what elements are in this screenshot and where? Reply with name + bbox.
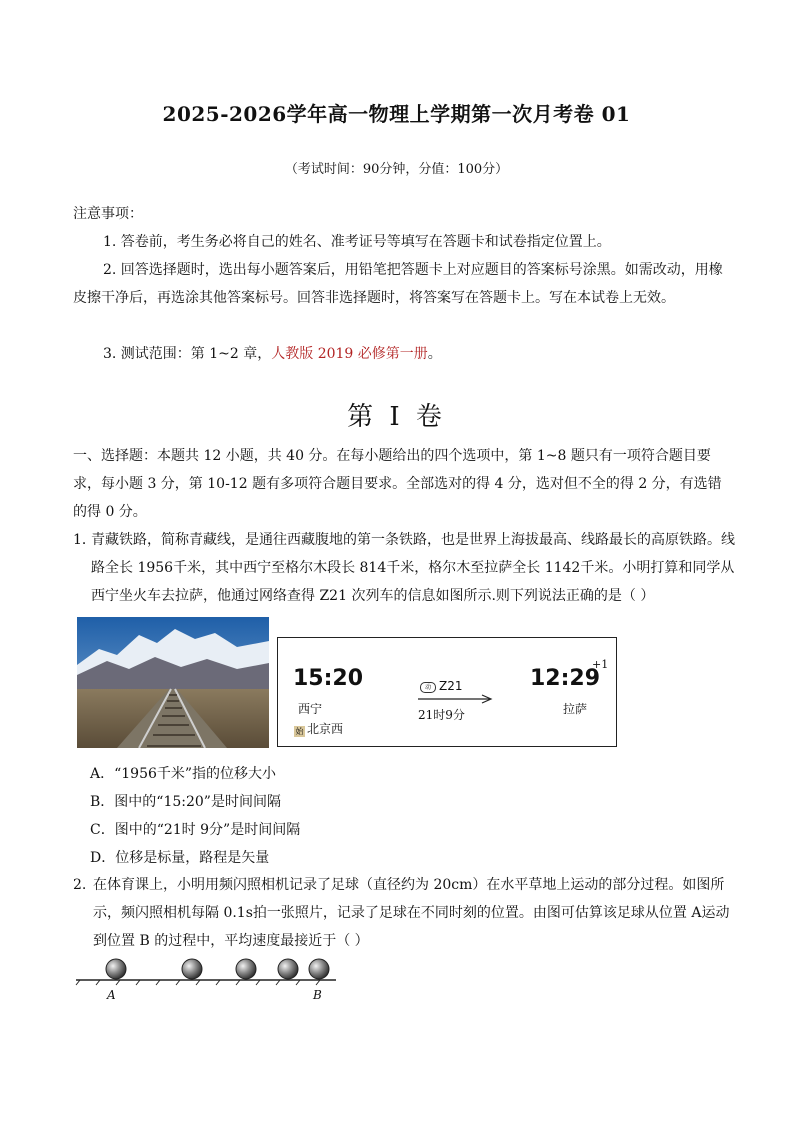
question-2-number: 2. — [73, 877, 87, 893]
arrive-station: 拉萨 — [563, 702, 588, 716]
exam-title: 2025-2026学年高一物理上学期第一次月考卷 01 — [162, 102, 631, 126]
option-b: B．图中的“15:20”是时间间隔 — [90, 794, 281, 810]
origin-station-name: 北京西 — [307, 722, 344, 736]
notice-item-3-prefix: 3. 测试范围：第 1~2 章， — [103, 346, 272, 362]
section-intro: 一、选择题：本题共 12 小题，共 40 分。在每小题给出的四个选项中，第 1~8 题只有一项符合题目要求，每小题 3 分，第 10-12 题有多项符合题目要求。全部选对的得 4 分，选对但不全的得 2 分，有选错的得 0 分。 — [73, 448, 722, 520]
strobe-ball-diagram — [74, 954, 344, 1004]
train-type-icon: 动 — [420, 682, 436, 693]
ball-5 — [309, 959, 329, 979]
notice-heading: 注意事项： — [73, 206, 143, 222]
railway-photo — [77, 617, 269, 748]
arrive-time: 12:29 — [530, 666, 601, 691]
question-1-text: 青藏铁路，简称青藏线，是通往西藏腹地的第一条铁路，也是世界上海拔最高、线路最长的高原铁路。线路全长 1956千米，其中西宁至格尔木段长 814千米，格尔木至拉萨全长 1142千米。小明打算和同学从西宁坐火车去拉萨，他通过网络查得 Z21 次列车的信息如图所示.则下列说法正确的是（ ） — [91, 532, 735, 604]
railway-photo-image — [77, 617, 269, 748]
ball-2 — [182, 959, 202, 979]
train-number — [420, 679, 463, 693]
notice-item-3-highlight: 人教版 2019 必修第一册 — [271, 346, 428, 362]
question-1-options — [90, 760, 300, 872]
depart-station: 西宁 — [298, 702, 323, 716]
ball-1 — [106, 959, 126, 979]
ball-3 — [236, 959, 256, 979]
origin-badge-icon: 始 — [295, 727, 304, 736]
route-arrow-icon — [418, 694, 493, 704]
ball-4 — [278, 959, 298, 979]
option-d: D．位移是标量，路程是矢量 — [90, 850, 270, 866]
notice-item-3 — [73, 340, 723, 368]
option-a: A．“1956千米”指的位移大小 — [90, 766, 277, 782]
position-a-label: A — [107, 988, 116, 1002]
question-1-number: 1． — [73, 532, 96, 548]
question-2-text: 在体育课上，小明用频闪照相机记录了足球（直径约为 20cm）在水平草地上运动的部分过程。如图所示，频闪照相机每隔 0.1s拍一张照片，记录了足球在不同时刻的位置。由图可估算该足球从位置 A运动到位置 B 的过程中，平均速度最接近于（ ） — [93, 877, 730, 949]
origin-station — [294, 720, 343, 737]
notice-item-3-suffix: 。 — [427, 346, 442, 362]
train-number-text: Z21 — [439, 679, 463, 693]
question-1 — [73, 526, 738, 610]
train-ticket-info — [277, 637, 617, 747]
question-2 — [73, 871, 738, 955]
notice-item-2: 2. 回答选择题时，选出每小题答案后，用铅笔把答题卡上对应题目的答案标号涂黑。如需改动，用橡皮擦干净后，再选涂其他答案标号。回答非选择题时，将答案写在答题卡上。写在本试卷上无效。 — [73, 262, 723, 306]
volume-title: 第 I 卷 — [347, 402, 446, 432]
strobe-ball-figure — [74, 954, 344, 988]
position-b-label: B — [313, 988, 322, 1002]
option-c: C．图中的“21时 9分”是时间间隔 — [90, 822, 301, 838]
depart-time: 15:20 — [293, 666, 364, 691]
next-day-marker: +1 — [592, 658, 609, 671]
notice-item-1: 1. 答卷前，考生务必将自己的姓名、准考证号等填写在答题卡和试卷指定位置上。 — [103, 234, 611, 250]
exam-subtitle: （考试时间：90分钟，分值：100分） — [284, 162, 509, 177]
travel-duration: 21时9分 — [418, 708, 465, 722]
